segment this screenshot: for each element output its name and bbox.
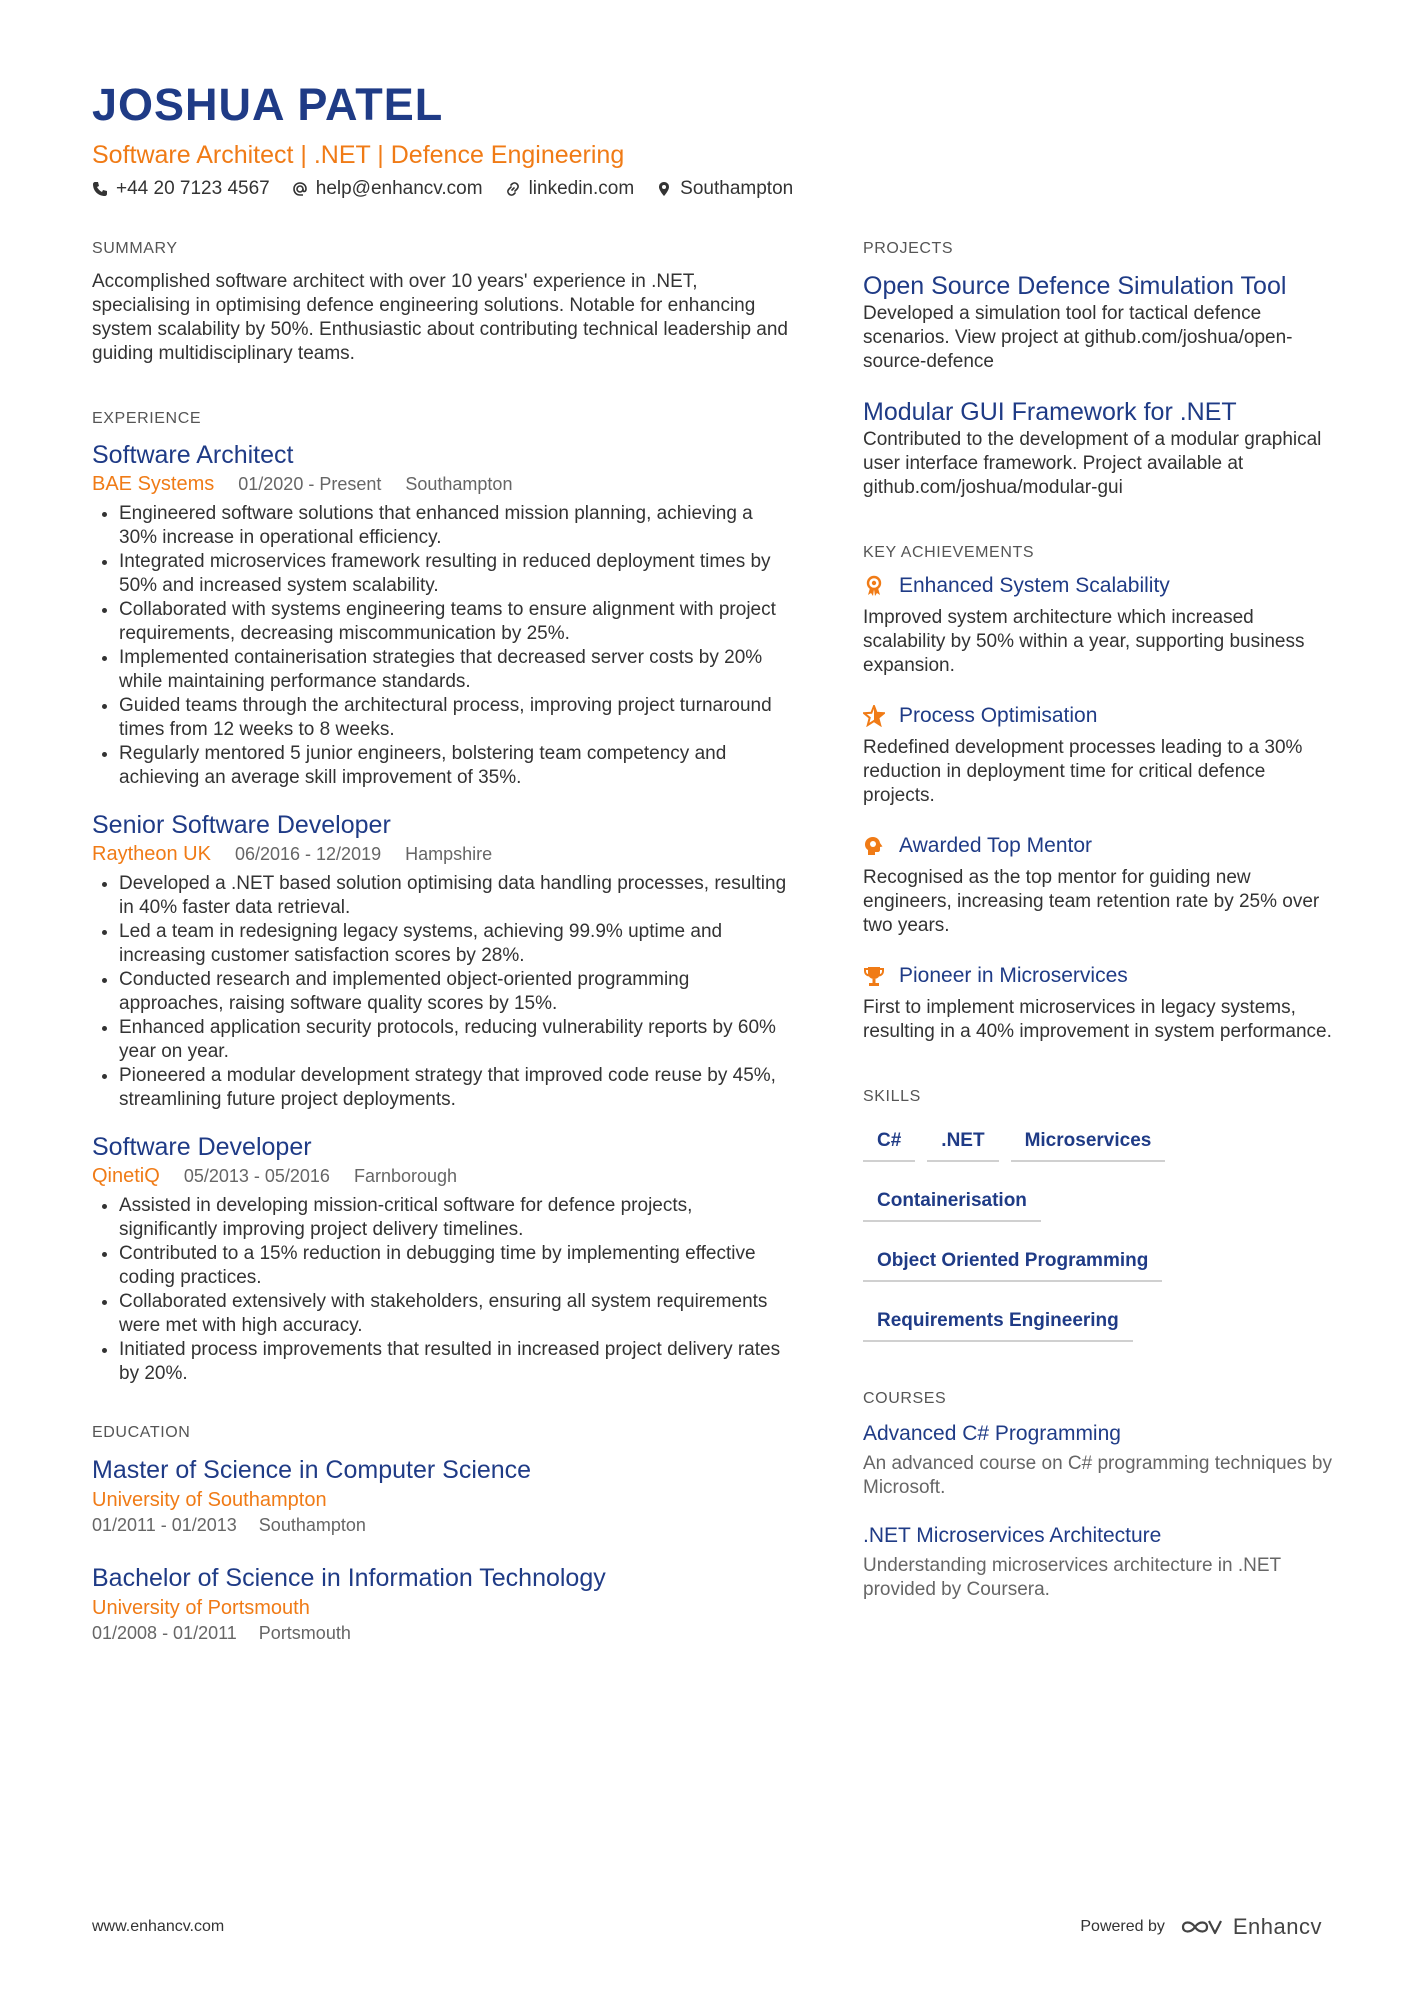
- achievement-description: Recognised as the top mentor for guiding new engineers, increasing team retention rate by 25% over two years.: [863, 867, 1320, 936]
- job-dates: 05/2013 - 05/2016: [183, 1166, 330, 1186]
- skill-tag: .NET: [927, 1124, 998, 1162]
- courses-heading: COURSES: [863, 1390, 947, 1407]
- achievement-description: Redefined development processes leading to a 30% reduction in deployment time for critical defence projects.: [863, 737, 1303, 806]
- phone-icon: [92, 181, 108, 197]
- job-bullet: • Developed a .NET based solution optimising data handling processes, resulting in 40% faster data retrieval.: [119, 872, 792, 920]
- education-location: Portsmouth: [258, 1623, 351, 1643]
- enhancv-logo[interactable]: [1181, 1914, 1322, 1940]
- job-dates: 06/2016 - 12/2019: [234, 844, 382, 864]
- achievement-title: Awarded Top Mentor: [899, 834, 1093, 857]
- course-entry: [863, 1522, 1333, 1602]
- job-bullet: • Guided teams through the architectural process, improving project turnaround times from 12 weeks to 8 weeks.: [119, 694, 792, 742]
- skills-section: [863, 1088, 1333, 1342]
- achievements-section: [863, 544, 1333, 1044]
- location-pin-icon: [656, 181, 672, 197]
- courses-section: [863, 1390, 1333, 1602]
- projects-heading: PROJECTS: [863, 240, 954, 257]
- achievement-header: [863, 574, 1333, 598]
- skills-list: [863, 1124, 1333, 1342]
- footer-website-link[interactable]: www.enhancv.com: [92, 1918, 225, 1935]
- job-company: BAE Systems: [92, 473, 215, 495]
- candidate-title: Software Architect | .NET | Defence Engineering: [92, 141, 625, 169]
- brand-name: Enhancv: [1232, 1914, 1322, 1939]
- contact-linkedin-text: linkedin.com: [528, 178, 635, 199]
- achievement-description: First to implement microservices in legacy systems, resulting in a 40% improvement in system performance.: [863, 997, 1332, 1042]
- summary-text: Accomplished software architect with over 10 years' experience in .NET, specialising in optimising defence engineering solutions. Notable for enhancing system scalability by 50%. Enthusiastic about contributing technical leadership and guiding multidisciplinary teams.: [92, 271, 788, 364]
- job-bullet: • Collaborated extensively with stakeholders, ensuring all system requirements were met with high accuracy.: [119, 1290, 792, 1338]
- award-ribbon-icon: [863, 575, 885, 597]
- job-location: Farnborough: [353, 1166, 458, 1186]
- job-bullet: • Contributed to a 15% reduction in debugging time by implementing effective coding practices.: [119, 1242, 792, 1290]
- skill-tag: C#: [863, 1124, 915, 1162]
- candidate-name: JOSHUA PATEL: [92, 79, 444, 130]
- achievement-title: Process Optimisation: [899, 704, 1098, 727]
- job-location: Hampshire: [405, 844, 493, 864]
- course-title: .NET Microservices Architecture: [863, 1524, 1162, 1547]
- achievement-entry: [863, 574, 1333, 678]
- job-title: Software Architect: [92, 441, 294, 469]
- left-column: [92, 240, 792, 1688]
- resume-header: [92, 78, 1322, 200]
- job-bullets: [92, 1194, 792, 1386]
- job-dates: 01/2020 - Present: [238, 474, 382, 494]
- job-entry: [92, 810, 792, 1112]
- enhancv-logo-icon: [1181, 1916, 1225, 1938]
- job-meta: [92, 1164, 792, 1188]
- job-entry: [92, 1132, 792, 1386]
- job-meta: [92, 842, 792, 866]
- education-entry: [92, 1454, 792, 1536]
- experience-heading: EXPERIENCE: [92, 410, 202, 427]
- skill-tag: Microservices: [1011, 1124, 1166, 1162]
- education-school: University of Southampton: [92, 1489, 327, 1511]
- summary-section: [92, 240, 792, 366]
- achievement-entry: [863, 834, 1333, 938]
- education-section: [92, 1424, 792, 1644]
- job-bullet: • Collaborated with systems engineering teams to ensure alignment with project requirements, decreasing miscommunication by 25%.: [119, 598, 792, 646]
- powered-by-label: Powered by: [1080, 1918, 1165, 1935]
- job-entry: [92, 440, 792, 790]
- job-bullet: • Initiated process improvements that resulted in increased project delivery rates by 20%.: [119, 1338, 792, 1386]
- job-bullet: • Pioneered a modular development strategy that improved code reuse by 45%, streamlining future project deployments.: [119, 1064, 792, 1112]
- summary-heading: SUMMARY: [92, 240, 178, 257]
- skill-tag: Containerisation: [863, 1184, 1041, 1222]
- job-bullet: • Conducted research and implemented object-oriented programming approaches, raising software quality scores by 15%.: [119, 968, 792, 1016]
- job-location: Southampton: [405, 474, 513, 494]
- experience-section: [92, 410, 792, 1386]
- project-title: Open Source Defence Simulation Tool: [863, 272, 1287, 300]
- course-description: Understanding microservices architecture in .NET provided by Coursera.: [863, 1555, 1281, 1600]
- achievements-heading: KEY ACHIEVEMENTS: [863, 544, 1035, 561]
- contact-phone: [92, 178, 270, 200]
- course-description: An advanced course on C# programming techniques by Microsoft.: [863, 1453, 1332, 1498]
- contact-email-text: help@enhancv.com: [315, 178, 483, 199]
- job-company: Raytheon UK: [92, 843, 211, 865]
- achievement-title: Pioneer in Microservices: [899, 964, 1128, 987]
- page-footer: [92, 1914, 1322, 1940]
- job-bullets: [92, 872, 792, 1112]
- skills-heading: SKILLS: [863, 1088, 921, 1105]
- at-sign-icon: [292, 181, 308, 197]
- job-bullet: • Implemented containerisation strategies that decreased server costs by 20% while maintaining performance standards.: [119, 646, 792, 694]
- skill-tag: Requirements Engineering: [863, 1304, 1133, 1342]
- star-icon: [863, 705, 885, 727]
- achievement-header: [863, 704, 1333, 728]
- job-bullet: • Led a team in redesigning legacy systems, achieving 99.9% uptime and increasing customer satisfaction scores by 28%.: [119, 920, 792, 968]
- course-title: Advanced C# Programming: [863, 1422, 1121, 1445]
- achievement-description: Improved system architecture which increased scalability by 50% within a year, supporting business expansion.: [863, 607, 1305, 676]
- job-bullet: • Regularly mentored 5 junior engineers, bolstering team competency and achieving an average skill improvement of 35%.: [119, 742, 792, 790]
- education-meta: [92, 1514, 792, 1536]
- education-dates: 01/2008 - 01/2011: [92, 1623, 237, 1643]
- project-title: Modular GUI Framework for .NET: [863, 398, 1237, 426]
- job-title: Senior Software Developer: [92, 811, 391, 839]
- mentor-head-icon: [863, 835, 885, 857]
- job-bullet: • Enhanced application security protocols, reducing vulnerability reports by 60% year on year.: [119, 1016, 792, 1064]
- job-bullets: [92, 502, 792, 790]
- contact-location-text: Southampton: [680, 178, 794, 199]
- skill-tag: Object Oriented Programming: [863, 1244, 1162, 1282]
- contact-row: [92, 178, 1322, 200]
- contact-email[interactable]: [292, 178, 483, 200]
- achievement-header: [863, 964, 1333, 988]
- projects-section: [863, 240, 1333, 500]
- achievement-header: [863, 834, 1333, 858]
- job-bullet: • Integrated microservices framework resulting in reduced deployment times by 50% and increased system scalability.: [119, 550, 792, 598]
- link-icon: [505, 181, 521, 197]
- project-description: Contributed to the development of a modular graphical user interface framework. Project available at github.com/joshua/modular-gui: [863, 429, 1322, 498]
- project-entry: [863, 396, 1333, 500]
- contact-location: [656, 178, 793, 200]
- education-heading: EDUCATION: [92, 1424, 191, 1441]
- contact-phone-text: +44 20 7123 4567: [116, 178, 270, 199]
- course-entry: [863, 1420, 1333, 1500]
- job-company: QinetiQ: [92, 1165, 160, 1187]
- education-meta: [92, 1622, 792, 1644]
- job-bullet: • Engineered software solutions that enhanced mission planning, achieving a 30% increase in operational efficiency.: [119, 502, 792, 550]
- education-degree: Master of Science in Computer Science: [92, 1456, 532, 1484]
- project-description: Developed a simulation tool for tactical defence scenarios. View project at github.com/joshua/open-source-defence: [863, 303, 1293, 372]
- job-meta: [92, 472, 792, 496]
- education-degree: Bachelor of Science in Information Technology: [92, 1564, 606, 1592]
- achievement-entry: [863, 964, 1333, 1044]
- achievement-entry: [863, 704, 1333, 808]
- education-location: Southampton: [258, 1515, 366, 1535]
- education-school: University of Portsmouth: [92, 1597, 310, 1619]
- trophy-icon: [863, 965, 885, 987]
- achievement-title: Enhanced System Scalability: [899, 574, 1170, 597]
- education-dates: 01/2011 - 01/2013: [92, 1515, 237, 1535]
- education-entry: [92, 1562, 792, 1644]
- contact-linkedin[interactable]: [505, 178, 635, 200]
- job-title: Software Developer: [92, 1133, 312, 1161]
- job-bullet: • Assisted in developing mission-critical software for defence projects, significantly improving project delivery timelines.: [119, 1194, 792, 1242]
- right-column: [863, 240, 1333, 1646]
- project-entry: [863, 270, 1333, 374]
- footer-powered-by: [1080, 1914, 1322, 1940]
